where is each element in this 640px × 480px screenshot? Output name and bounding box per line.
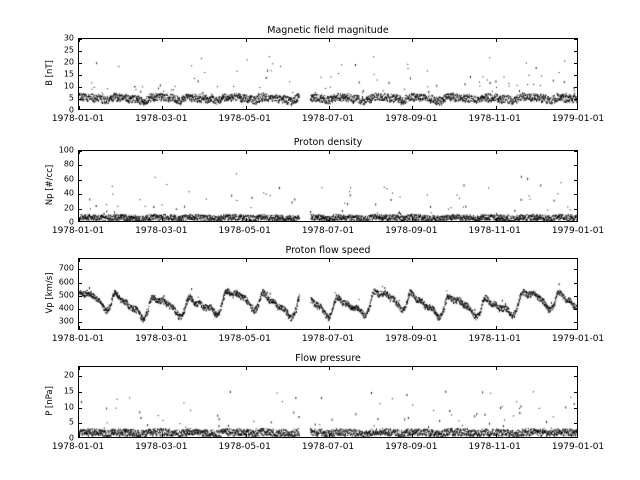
y-axis-label-magnetic-field-magnitude: B [nT] xyxy=(45,60,55,86)
y-axis-label-proton-flow-speed: Vp [km/s] xyxy=(45,272,55,314)
x-tick-label-magnetic-field-magnitude: 1978-01-01 xyxy=(51,114,105,124)
plot-area-magnetic-field-magnitude xyxy=(78,38,578,110)
x-tick-label-proton-density: 1978-09-01 xyxy=(385,226,438,236)
x-tick-label-flow-pressure: 1978-01-01 xyxy=(51,442,105,452)
data-points-magnetic-field-magnitude xyxy=(79,39,578,110)
x-tick-label-magnetic-field-magnitude: 1978-07-01 xyxy=(301,114,355,124)
y-tick-label-proton-density: 80 xyxy=(63,159,74,169)
x-tick-label-magnetic-field-magnitude: 1978-11-01 xyxy=(468,114,521,124)
x-tick-label-flow-pressure: 1978-09-01 xyxy=(385,442,438,452)
x-tick-label-proton-density: 1978-11-01 xyxy=(468,226,521,236)
y-tick-label-proton-flow-speed: 500 xyxy=(58,290,74,300)
x-tick-label-proton-flow-speed: 1978-03-01 xyxy=(135,334,188,344)
y-tick-label-magnetic-field-magnitude: 5 xyxy=(68,93,74,103)
y-tick-label-flow-pressure: 5 xyxy=(68,417,74,427)
data-points-proton-density xyxy=(79,151,578,222)
x-tick-label-proton-density: 1978-07-01 xyxy=(301,226,355,236)
data-points-proton-flow-speed xyxy=(79,259,578,330)
chart-panel-proton-flow-speed xyxy=(45,245,605,344)
x-tick-label-flow-pressure: 1978-11-01 xyxy=(468,442,521,452)
x-tick-label-proton-flow-speed: 1979-01-01 xyxy=(551,334,605,344)
y-tick-label-flow-pressure: 20 xyxy=(63,370,74,380)
y-tick-label-proton-density: 0 xyxy=(68,217,74,227)
y-tick-label-magnetic-field-magnitude: 0 xyxy=(68,105,74,115)
x-tick-label-proton-density: 1978-01-01 xyxy=(51,226,105,236)
y-tick-label-flow-pressure: 10 xyxy=(63,402,74,412)
x-tick-label-proton-flow-speed: 1978-11-01 xyxy=(468,334,521,344)
y-tick-label-proton-density: 20 xyxy=(63,203,74,213)
x-tick-label-proton-flow-speed: 1978-01-01 xyxy=(51,334,105,344)
y-tick-label-magnetic-field-magnitude: 30 xyxy=(63,33,74,43)
y-tick-label-proton-flow-speed: 600 xyxy=(58,277,74,287)
y-tick-label-magnetic-field-magnitude: 10 xyxy=(63,81,74,91)
y-axis-label-proton-density: Np [#/cc] xyxy=(45,164,55,206)
panel-title-proton-density: Proton density xyxy=(293,137,363,148)
x-tick-label-proton-flow-speed: 1978-07-01 xyxy=(301,334,355,344)
x-tick-label-proton-flow-speed: 1978-05-01 xyxy=(218,334,271,344)
x-tick-label-magnetic-field-magnitude: 1978-03-01 xyxy=(135,114,188,124)
y-tick-label-magnetic-field-magnitude: 15 xyxy=(63,69,74,79)
plot-area-flow-pressure xyxy=(78,366,578,438)
y-tick-label-proton-density: 60 xyxy=(63,174,74,184)
x-tick-label-proton-density: 1979-01-01 xyxy=(551,226,605,236)
x-tick-label-magnetic-field-magnitude: 1978-09-01 xyxy=(385,114,438,124)
x-tick-label-proton-density: 1978-03-01 xyxy=(135,226,188,236)
plot-area-proton-flow-speed xyxy=(78,258,578,330)
x-tick-label-magnetic-field-magnitude: 1978-05-01 xyxy=(218,114,271,124)
y-tick-label-flow-pressure: 0 xyxy=(68,433,74,443)
x-tick-label-proton-flow-speed: 1978-09-01 xyxy=(385,334,438,344)
x-tick-label-magnetic-field-magnitude: 1979-01-01 xyxy=(551,114,605,124)
y-tick-label-magnetic-field-magnitude: 25 xyxy=(63,45,74,55)
y-tick-label-proton-flow-speed: 700 xyxy=(58,263,74,273)
panel-title-magnetic-field-magnitude: Magnetic field magnitude xyxy=(267,25,389,36)
chart-panel-magnetic-field-magnitude xyxy=(45,25,605,124)
y-tick-label-proton-flow-speed: 300 xyxy=(58,316,74,326)
y-axis-label-flow-pressure: P [nPa] xyxy=(45,386,55,416)
x-tick-label-proton-density: 1978-05-01 xyxy=(218,226,271,236)
plot-area-proton-density xyxy=(78,150,578,222)
x-tick-label-flow-pressure: 1979-01-01 xyxy=(551,442,605,452)
y-tick-label-magnetic-field-magnitude: 20 xyxy=(63,57,74,67)
x-tick-label-flow-pressure: 1978-03-01 xyxy=(135,442,188,452)
data-points-flow-pressure xyxy=(79,367,578,438)
y-tick-label-proton-density: 100 xyxy=(58,145,74,155)
chart-panel-flow-pressure xyxy=(45,353,605,452)
chart-panel-proton-density xyxy=(45,137,605,236)
y-tick-label-proton-density: 40 xyxy=(63,188,74,198)
y-tick-label-proton-flow-speed: 400 xyxy=(58,303,74,313)
panel-title-flow-pressure: Flow pressure xyxy=(295,353,361,364)
x-tick-label-flow-pressure: 1978-05-01 xyxy=(218,442,271,452)
y-tick-label-flow-pressure: 15 xyxy=(63,386,74,396)
x-tick-label-flow-pressure: 1978-07-01 xyxy=(301,442,355,452)
panel-title-proton-flow-speed: Proton flow speed xyxy=(285,245,371,256)
